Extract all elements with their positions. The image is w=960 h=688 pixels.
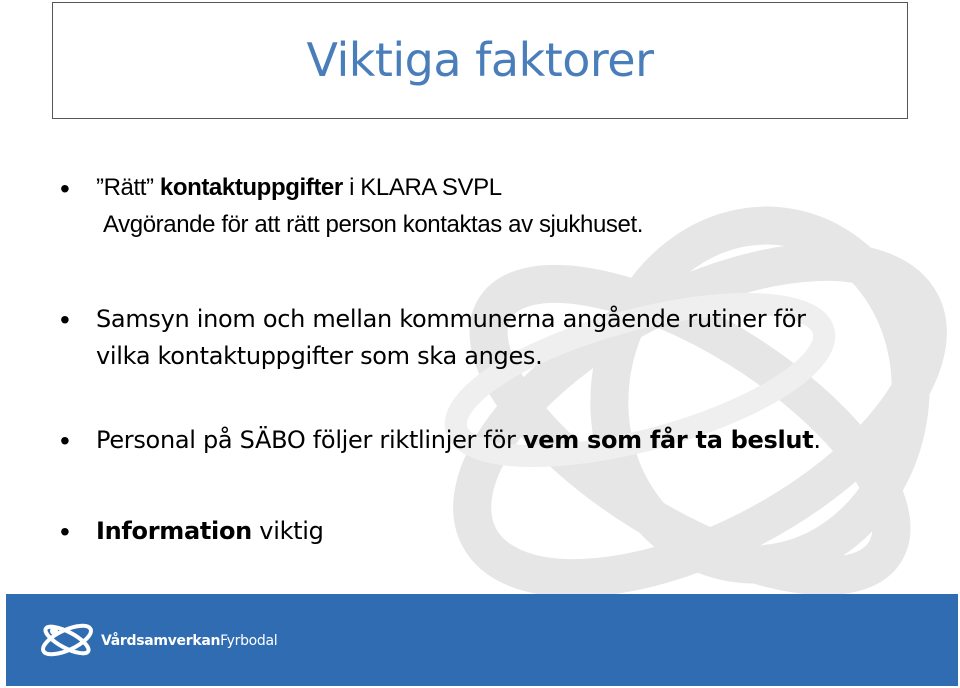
bullet-icon: •	[60, 425, 70, 456]
bullet-4-line-1: Information viktig	[96, 517, 324, 545]
bullet-icon: •	[60, 516, 70, 547]
footer-brand: VårdsamverkanFyrbodal	[101, 633, 278, 649]
footer-bar	[6, 594, 958, 686]
bullet-icon: •	[60, 173, 70, 204]
bullet-3-line-1: Personal på SÄBO följer riktlinjer för vem som får ta beslut.	[96, 426, 821, 454]
bullet-2-line-1: Samsyn inom och mellan kommunerna angående rutiner för	[96, 305, 806, 333]
bullet-icon: •	[60, 304, 70, 335]
slide-title: Viktiga faktorer	[306, 33, 654, 87]
bullet-1-line-2: Avgörande för att rätt person kontaktas av sjukhuset.	[103, 211, 644, 238]
bullet-2-line-2: vilka kontaktuppgifter som ska anges.	[96, 342, 543, 370]
bullet-1-line-1: ”Rätt” kontaktuppgifter i KLARA SVPL	[96, 174, 502, 201]
vardsamverkan-logo-icon	[36, 617, 98, 663]
